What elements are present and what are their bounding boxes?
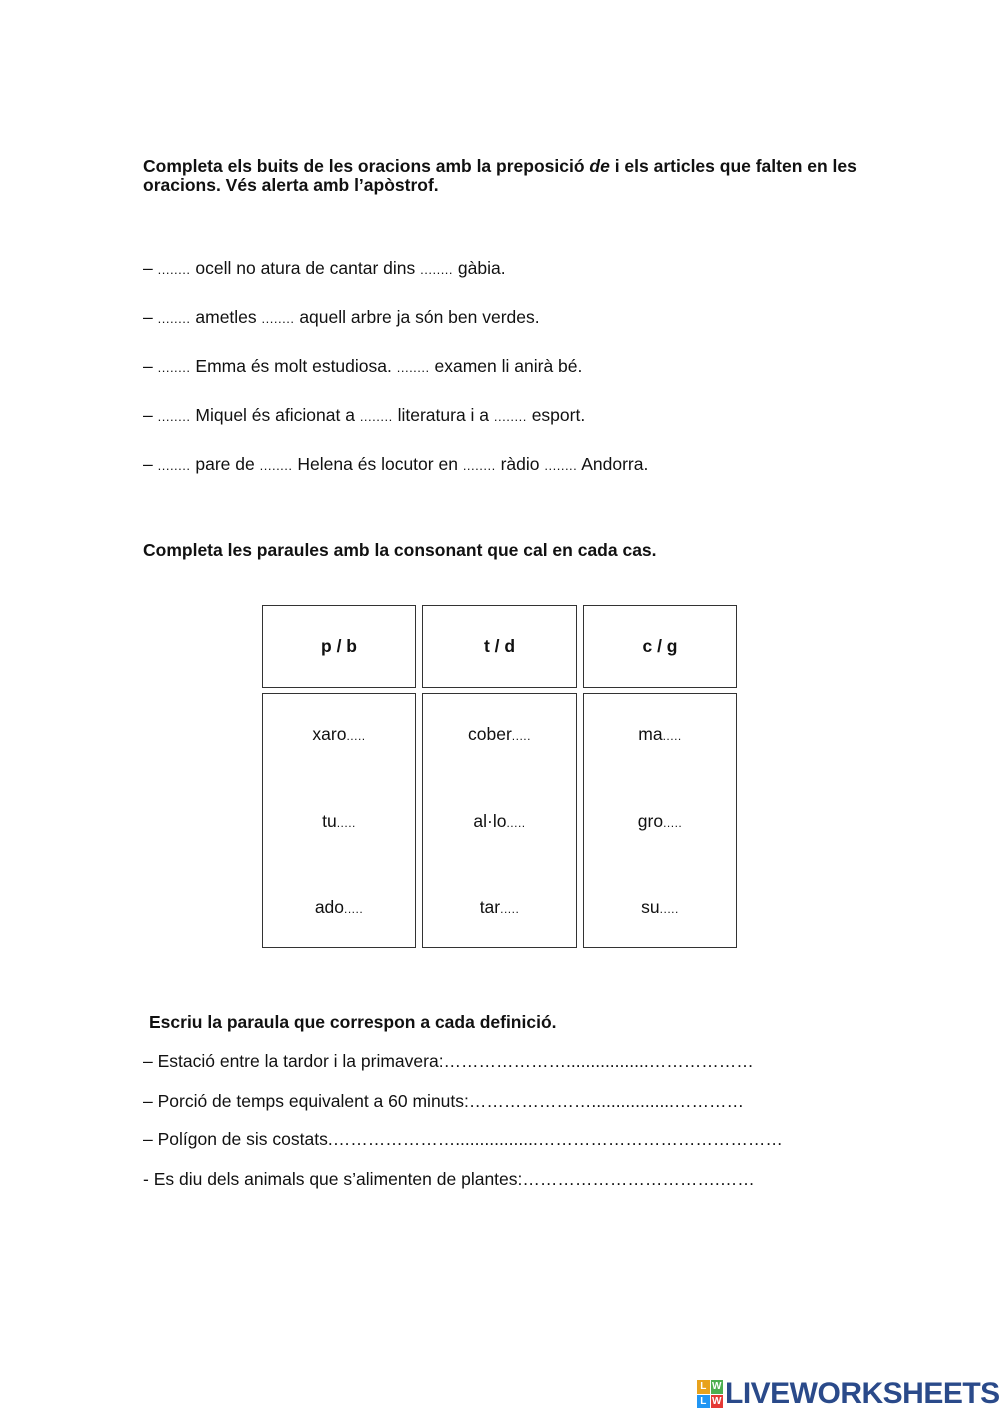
instruction-prepositions: [143, 157, 863, 195]
sentence-2: [143, 307, 540, 328]
logo-mark-letter: L: [697, 1395, 710, 1409]
word-stem: ado: [314, 897, 345, 917]
instruction-text: i els articles que falten en les oracions. Vés alerta amb l’apòstrof.: [143, 156, 857, 195]
word-stem: al·lo: [473, 811, 507, 831]
sentence-text: gàbia.: [457, 258, 506, 278]
word-blank[interactable]: .....: [662, 729, 682, 743]
word-blank[interactable]: .....: [344, 902, 364, 916]
sentence-text: Helena és locutor en: [297, 454, 458, 474]
header-label: p / b: [321, 636, 357, 656]
word-item: [584, 811, 736, 832]
sentence-3: [143, 356, 582, 377]
dash: –: [143, 307, 153, 327]
sentence-text: examen li anirà bé.: [434, 356, 583, 376]
sentence-text: ràdio: [500, 454, 540, 474]
blank-field[interactable]: ........: [359, 409, 393, 424]
word-blank[interactable]: .....: [663, 816, 683, 830]
blank-field[interactable]: ........: [157, 360, 191, 375]
blank-field[interactable]: ........: [259, 458, 293, 473]
sentence-5: [143, 454, 648, 475]
word-item: [423, 897, 576, 918]
blank-field[interactable]: ........: [157, 311, 191, 326]
dash: –: [143, 258, 153, 278]
column-header-td: [422, 605, 577, 688]
sentence-text: ocell no atura de cantar dins: [195, 258, 416, 278]
sentence-1: [143, 258, 506, 279]
sentence-text: Miquel és aficionat a: [195, 405, 355, 425]
sentence-text: pare de: [195, 454, 255, 474]
instruction-italic: de: [589, 156, 610, 176]
column-header-pb: [262, 605, 416, 688]
liveworksheets-logo: [697, 1378, 1000, 1410]
instruction-consonants: Completa les paraules amb la consonant que cal en cada cas.: [143, 540, 657, 560]
word-item: [263, 811, 415, 832]
sentence-text: aquell arbre ja són ben verdes.: [299, 307, 540, 327]
word-blank[interactable]: .....: [659, 902, 679, 916]
blank-field[interactable]: ........: [544, 458, 578, 473]
blank-field[interactable]: ........: [420, 262, 454, 277]
dash: –: [143, 405, 153, 425]
word-item: [263, 897, 415, 918]
logo-mark-icon: [697, 1380, 723, 1408]
word-item: [584, 724, 736, 745]
instruction-definitions: Escriu la paraula que correspon a cada definició.: [149, 1012, 557, 1032]
column-body-pb: [262, 693, 416, 948]
definition-3[interactable]: – Polígon de sis costats.………………….................……………………………………: [143, 1129, 783, 1149]
word-item: [584, 897, 736, 918]
blank-field[interactable]: ........: [462, 458, 496, 473]
sentence-text: Emma és molt estudiosa.: [195, 356, 392, 376]
word-stem: su: [641, 897, 660, 917]
dash: –: [143, 454, 153, 474]
logo-mark-letter: W: [712, 1381, 722, 1392]
definition-1[interactable]: – Estació entre la tardor i la primavera:………………….................………………: [143, 1051, 754, 1071]
column-header-cg: [583, 605, 737, 688]
word-blank[interactable]: .....: [511, 729, 531, 743]
word-stem: xaro: [312, 724, 347, 744]
word-stem: tar: [479, 897, 501, 917]
sentence-text: Andorra.: [581, 454, 649, 474]
header-label: t / d: [483, 636, 516, 656]
blank-field[interactable]: ........: [261, 311, 295, 326]
logo-mark-letter: L: [697, 1380, 710, 1394]
word-blank[interactable]: .....: [346, 729, 366, 743]
word-stem: gro: [637, 811, 664, 831]
column-body-cg: [583, 693, 737, 948]
word-item: [423, 724, 576, 745]
word-stem: ma: [638, 724, 663, 744]
word-item: [263, 724, 415, 745]
definition-4[interactable]: - Es diu dels animals que s’alimenten de plantes:…………………………….……: [143, 1169, 755, 1189]
sentence-4: [143, 405, 585, 426]
word-stem: tu: [322, 811, 337, 831]
word-blank[interactable]: .....: [506, 816, 526, 830]
blank-field[interactable]: ........: [157, 458, 191, 473]
word-item: [423, 811, 576, 832]
blank-field[interactable]: ........: [493, 409, 527, 424]
blank-field[interactable]: ........: [396, 360, 430, 375]
definition-2[interactable]: – Porció de temps equivalent a 60 minuts:………………….................…………: [143, 1091, 745, 1111]
logo-mark-letter: W: [712, 1395, 722, 1407]
sentence-text: literatura i a: [397, 405, 490, 425]
sentence-text: ametles: [195, 307, 257, 327]
blank-field[interactable]: ........: [157, 262, 191, 277]
sentence-text: esport.: [531, 405, 586, 425]
dash: –: [143, 356, 153, 376]
instruction-text: Completa els buits de les oracions amb la preposició: [143, 156, 590, 176]
blank-field[interactable]: ........: [157, 409, 191, 424]
word-stem: cober: [468, 724, 512, 744]
header-label: c / g: [642, 636, 678, 656]
word-blank[interactable]: .....: [336, 816, 356, 830]
logo-text: LIVEWORKSHEETS: [725, 1377, 1000, 1410]
word-blank[interactable]: .....: [500, 902, 520, 916]
column-body-td: [422, 693, 577, 948]
